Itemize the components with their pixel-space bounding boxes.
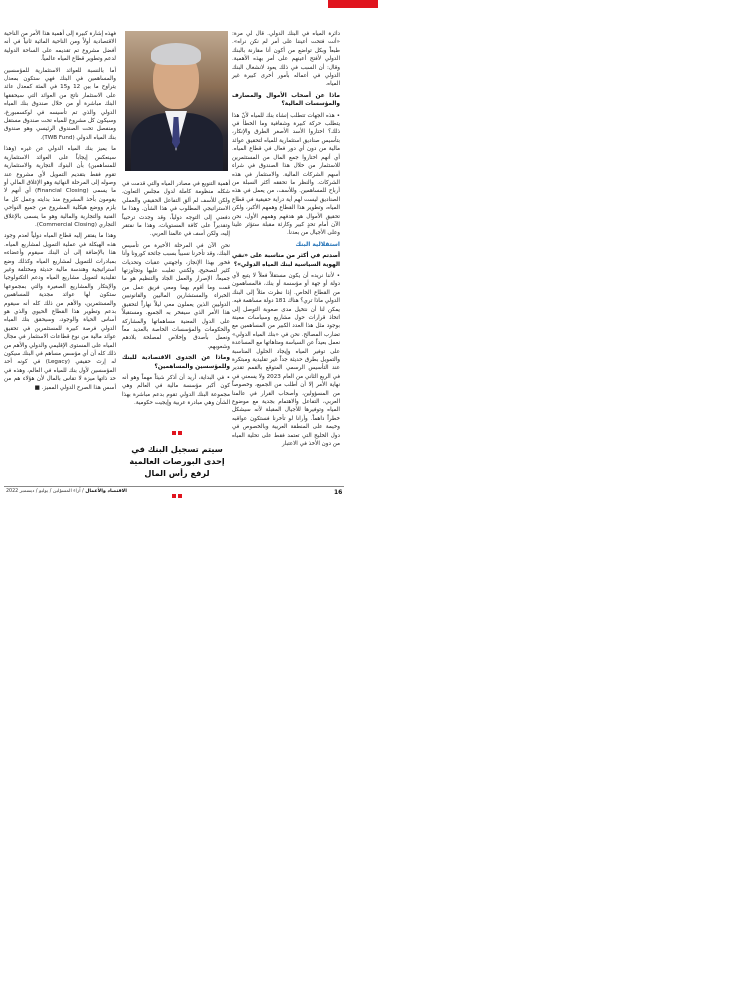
top-banner: [328, 0, 378, 8]
article-column-right: [232, 30, 340, 480]
paragraph: • هذه الجهات تتطلب إنشاء بنك للمياه لأنّ هذا يتطلب حركة كبيرة وشفافية وما الخطأ في ذلك؟ اختاروا الأسد الأصغر الطرق والإنكار، بتأسيس صناديق استثمارية للمياه لتحقيق عوائد مالية من دون أي دور فعال في قطاع المياه. أي أنهم اختاروا جمع المال من المستثمرين للاستثمار من خلال هذا الصندوق في شراء أسهم الشركات المالية. والاستثمار في هذه الشركات. والنظر ما تحققه أكثر السبلة من أرباح للمساهمين. وللأسف، من يعمل في هذه الصناديق ليست لهم أية دراية حقيقية في قطاع المياه، وتطوير هذا القطاع وهمهم الأكبر، ولكن تحقيق الأموال هو هدفهم وهمهم الأول، نحن الآن أمام تحدٍ كبير وكارثة مقبلة ستؤثر علينا وعلى الأجيال من بعدنا.: [232, 112, 340, 237]
paragraph: أهمية التنويع في مصادر المياه والتي قدمت في شكله منظومة كاملة لدول مجلس التعاون، ولكن للأسف لم ألق التفاعل الحقيقي والعملي الاستراتيجي المطلوب في هذا الشأن. وهذا ما دفعني إلى التوجه دولياً، وقد وجدت ترحيباً وتقديراً على كافة المستويات، وهذا ما نفتقر إليه، ولكن أسف في عالمنا العربي.: [122, 181, 230, 238]
paragraph: فهذه إشارة كبيرة إلى أهمية هذا الأمر من الناحية الاقتصادية أولاً ومن الناحية المائية ثانياً في أنه أفضل مشروع تم تقديمه على الساحة الدولية لدعم وتطوير قطاع المياه عالمياً.: [4, 31, 116, 63]
pull-quote-text: سيتم تسجيل البنك في إحدى البورصات العالمية لرفع رأس المال: [129, 444, 225, 478]
footer-credit: [6, 489, 127, 494]
pull-quote: [124, 420, 230, 502]
issue-info: / آراء المسؤلين / يوليو / ديسمبر 2022: [6, 489, 84, 494]
paragraph: • في البداية، أريد أن أذكر شيئاً مهماً وهو أنه كون أكبر مؤسسة مالية في العالم وهي مجموعة البنك الدولي تقوم بدعم مباشرة بهذا الشأن وهي مبادرة عربية وإيجيت حكومية.: [122, 374, 230, 407]
paragraph: وهذا ما يفتقر إليه قطاع المياه دولياً لعدم وجود هذه الهيكلة في عملية التمويل لمشاريع المياه. هذا بالإضافة إلى أن البنك سيقوم وأعضاءه بمبادرات للتمويل لمشاريع المياه وكذلك وضع استراتيجية وهندسة مالية حديثة ومختلفة وغير تقليدية لتمويل مشاريع المياه ودعم التكنولوجيا والإبتكار والمشاريع الصغيرة والتي بمجموعها ستكون لها عوائد مجدية للمساهمين والمستثمرين، والأهم من ذلك كله أنه سيقوم بدعم وتطوير هذا القطاع الحيوي والذي هو أساس الحياة والوجود، وسيحقق بنك المياه الدولي فرصة كبيرة للمستثمرين في تحقيق عوائد مالية من نوع قطاعات الاستثمار في مجال المياه على المستوى الإقليمي والدولي والأهم من ذلك كله أن أي مؤسس مساهم في البنك سيكون له إرث حقيقي (Legacy) في كونه أحد المؤسسين لأول بنك للمياه في العالم، وهذه في حد ذاتها ميزة لا تقاس بالمال لأن هؤلاء هم من أسس هذا الصرح الدولي المميز. ■: [4, 233, 116, 391]
article-column-left: [4, 30, 116, 480]
footer-divider: [4, 486, 344, 487]
paragraph: نحن الآن في المرحلة الأخيرة من تأسيس البنك، وقد تأخرنا نسبياً بسبب جائحة كورونا وأنا فخور بهذا الإنجاز، واجهتني عقبات وتحديات كثير لتصحيح، ولكنني تغلبت عليها وتجاوزتها جميعاً، الإصرار والعمل الجاد والتنظيم هو ما قمت وما أقوم بهما ومعي فريق عمل من الخبراء والمستشارين الماليين والقانونيين الدوليين الذين يعملون معي ليلاً نهاراً لتحقيق هذا الأمر الذي سيفخر به الجميع. ومستقبلاً على الدول المعنية مساهماتها والمشاركة والحكومات والمؤسسات الخاصة بالعديد معاً ونعمل بأصدق وإخلاص لمصلحة بلادهم وشعوبهم.: [122, 242, 230, 350]
question-heading: أصدتم في أكثر من مناسبة على «نفي الهوية السياسية لبنك المياه الدولي»؟: [232, 253, 340, 268]
paragraph: • لأننا نريده أن يكون مستقلاً فعلاً لا يتبع لأي دولة أو جهة أو مؤسسة أو بنك، فالمساهمون من القطاع الخاص. إذا نظرت مثلاً إلى البنك الدولي ماذا تري؟ هناك 181 دولة مساهمة فيه. يمكن لنا أن نتخيل مدى صعوبة التوصل إلى اتخاذ قرارات حول مشاريع وسياسات معينة بوجود مثل هذا العدد الكبير من المساهمين مع تضارب المصالح. نحن في «بنك المياه الدولي» نعمل بعيداً عن السياسة ومتاهاتها مع المساعدة على توفير المياه وإيجاد الحلول المناسبة والتمويل بطرق حديثة جداً غير تقليدية ومبتكرة عند التأسيس الرسمي المتوقع بالقمم تقدير في الربع الثاني من العام 2023 ولا يسعني في نهاية الأمر إلا أن أطلب من الجميع، وخصوصاً من المسؤولين، وأصحاب القرار في عالمنا العربي، التفاعل والاهتمام بجدية مع موضوع المياه وتوفيرها للأجيال المقبلة لأنه سيشكل خطراً داهماً. وأرانا لو تأخرنا فستكون عواقبه وخيمة على المنطقة العربية وبالخصوص في دول الخليج التي تعتمد فقط على تحلية المياه من دون الأخذ في الاعتبار: [231, 272, 340, 448]
question-heading: وماذا عن الجدوى الاقتصادية للبنك وللمؤسسين والمساهمين؟: [122, 355, 230, 370]
paragraph: أما بالنسبة للعوائد الاستثمارية للمؤسسين والمساهمين في البنك فهي ستكون بمعدل يتراوح ما بين 12 و15 في المئة كمعدل عائد على الاستثمار ناتج من العوائد التي سيحققها البنك مباشرة أو من خلال صندوق بنك المياه الدولي والذي تم تأسيسه في لوكسمبورغ، وسيكون كل مشروع للمياه تحت صندوق مستقل ومنفصل تحت الصندوق الرئيسي وهو صندوق بنك المياه الدولي (TWB Fund).: [4, 67, 116, 141]
magazine-name: الاقتصاد والأعمال: [85, 489, 127, 494]
portrait-photo: [125, 31, 228, 171]
section-tag: استقلالية البنك: [295, 240, 340, 248]
page-number: 16: [334, 489, 343, 496]
question-heading: ماذا عن أصحاب الأموال والمصارف والمؤسسات المالية؟: [232, 92, 340, 108]
paragraph: ما يميز بنك المياه الدولي عن غيره (وهذا سينعكس إيجاباً على العوائد الاستثمارية للمساهمين) بأن البنوك التجارية والاستثمارية تقوم فقط بتقديم التمويل لأي مشروع عند وصوله إلى المرحلة النهائية وهو الإغلاق المالي أو ما يسمى (Financial Closing) أي أنهم لا يقومون بأخذ المشروع منذ بدايته وعمل كل ما يلزم ووضع هيكلية المشروع من جميع النواحي الفنية والتجارية والمالية وهو ما يسمى بالإغلاق التجاري (Commercial Closing).: [4, 146, 116, 228]
portrait-hair: [151, 43, 201, 65]
pull-quote-marks-top: [124, 420, 230, 439]
paragraph: دائرة المياه في البنك الدولي. قال لي مرة: «أنت فتحت أعيننا على أمر لم نكن نراه». طبعاً وبكل تواضع من أكون أنا مقارنة بالبنك الدولي لأفتح أعينهم على أمر بهذه الأهمية. وقال: أن السبب في ذلك يعود لانشغال البنك الدولي في أعماله بأمور أخرى كبيرة غير المياه.: [232, 31, 340, 88]
